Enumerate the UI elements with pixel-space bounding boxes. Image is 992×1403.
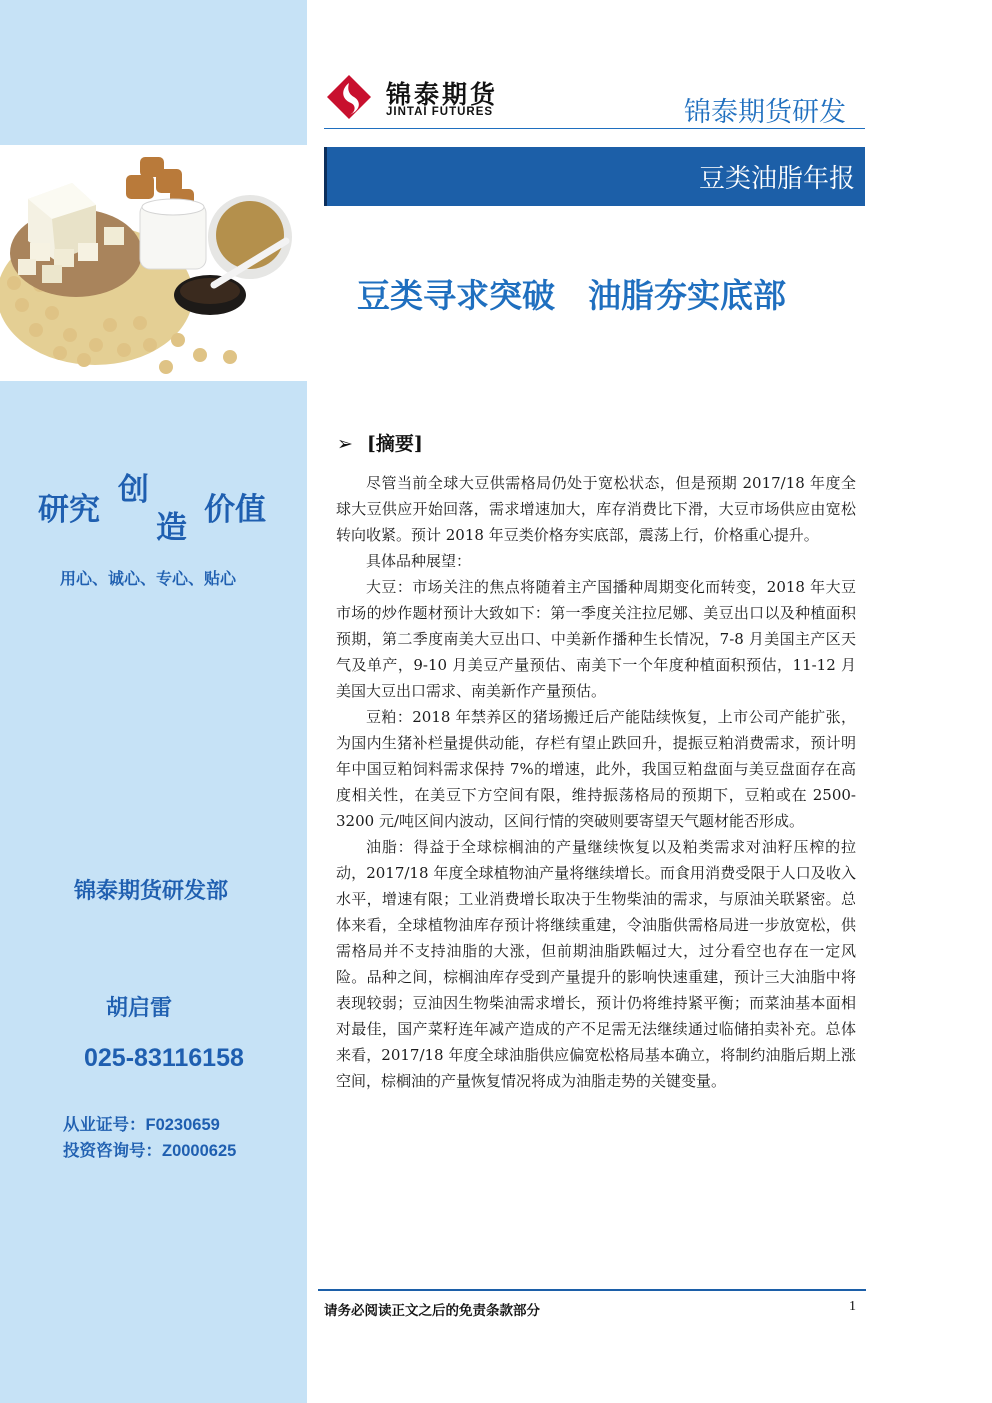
slogan xyxy=(38,462,298,546)
sidebar-department: 锦泰期货研发部 xyxy=(74,879,229,904)
summary-paragraph: 油脂：得益于全球棕榈油的产量继续恢复以及粕类需求对油籽压榨的拉动，2017/18 年度全球植物油产量将继续增长。而食用消费受限于人口及收入水平，增速有限；工业消费增长取决于生物柴油的需求，与原油关联紧密。总体来看，全球植物油库存预计将继续重建，令油脂供需格局进一步放宽松，供需格局并不支持油脂的大涨，但前期油脂跌幅过大，过分看空也存在一定风险。品种之间，棕榈油库存受到产量提升的影响快速重建，预计三大油脂中将表现较弱；豆油因生物柴油需求增长，预计仍将维持紧平衡；而菜油基本面相对最佳，国产菜籽连年减产造成的产不足需无法继续通过临储拍卖补充。总体来看，2017/18 年度全球油脂供应偏宽松格局基本确立，将制约油脂后期上涨空间，棕榈油的产量恢复情况将成为油脂走势的关键变量。 xyxy=(336,838,856,1090)
arrow-bullet-icon: ➢ xyxy=(337,433,353,455)
license-value: F0230659 xyxy=(145,1116,220,1134)
summary-body xyxy=(336,470,856,1094)
summary-heading-text: [摘要] xyxy=(366,433,423,455)
band-accent-stripe xyxy=(324,147,327,206)
report-type: 豆类油脂年报 xyxy=(698,164,855,194)
page-number: 1 xyxy=(849,1299,856,1314)
slogan-part-3: 造 xyxy=(156,510,187,546)
summary-paragraph: 大豆：市场关注的焦点将随着主产国播种周期变化而转变，2018 年大豆市场的炒作题材预计大致如下：第一季度关注拉尼娜、美豆出口以及种植面积预期，第二季度南美大豆出口、中美新作播种生长情况，7-8 月美国主产区天气及单产，9-10 月美豆产量预估、南美下一个年度种植面积预估，11-12 月美国大豆出口需求、南美新作产量预估。 xyxy=(336,578,856,700)
header-divider xyxy=(324,128,865,129)
report-type-band xyxy=(324,147,865,206)
analyst-phone: 025-83116158 xyxy=(84,1044,244,1072)
summary-paragraph: 豆粕：2018 年禁养区的猪场搬迁后产能陆续恢复，上市公司产能扩张，为国内生猪补栏量提供动能，存栏有望止跌回升，提振豆粕消费需求，预计明年中国豆粕饲料需求保持 7%的增速，此外，我国豆粕盘面与美豆盘面存在高度相关性，在美豆下方空间有限，维持振荡格局的预期下，豆粕或在 2500-3200 元/吨区间内波动，区间行情的突破则要寄望天气题材能否形成。 xyxy=(336,708,856,830)
license-number xyxy=(63,1111,220,1135)
jintai-logo-mark-icon xyxy=(324,73,374,121)
summary-heading xyxy=(337,429,423,456)
logo-name-en: JINTAI FUTURES xyxy=(386,106,494,118)
consult-number xyxy=(63,1137,236,1161)
consult-value: Z0000625 xyxy=(162,1142,237,1160)
jintai-logo xyxy=(324,73,554,123)
report-title: 豆类寻求突破 油脂夯实底部 xyxy=(357,276,786,315)
slogan-part-4: 价值 xyxy=(204,492,266,528)
disclaimer-note: 请务必阅读正文之后的免责条款部分 xyxy=(324,1303,540,1319)
summary-paragraph: 具体品种展望： xyxy=(366,552,472,570)
analyst-name: 胡启雷 xyxy=(106,996,173,1021)
license-label: 从业证号： xyxy=(63,1115,146,1134)
summary-paragraph: 尽管当前全球大豆供需格局仍处于宽松状态，但是预期 2017/18 年度全球大豆供应开始回落，需求增速加大，库存消费比下滑，大豆市场供应由宽松转向收紧。预计 2018 年豆类价格夯实底部，震荡上行，价格重心提升。 xyxy=(336,474,856,544)
consult-label: 投资咨询号： xyxy=(63,1141,162,1160)
slogan-part-2: 创 xyxy=(118,472,149,508)
soy-products-photo xyxy=(0,145,307,381)
sidebar-top-panel xyxy=(0,0,307,145)
footer-divider xyxy=(318,1289,866,1291)
logo-name-cn: 锦泰期货 xyxy=(386,80,499,109)
department-header: 锦泰期货研发 xyxy=(684,97,846,128)
motto: 用心、诚心、专心、贴心 xyxy=(60,569,237,588)
slogan-part-1: 研究 xyxy=(38,492,100,528)
